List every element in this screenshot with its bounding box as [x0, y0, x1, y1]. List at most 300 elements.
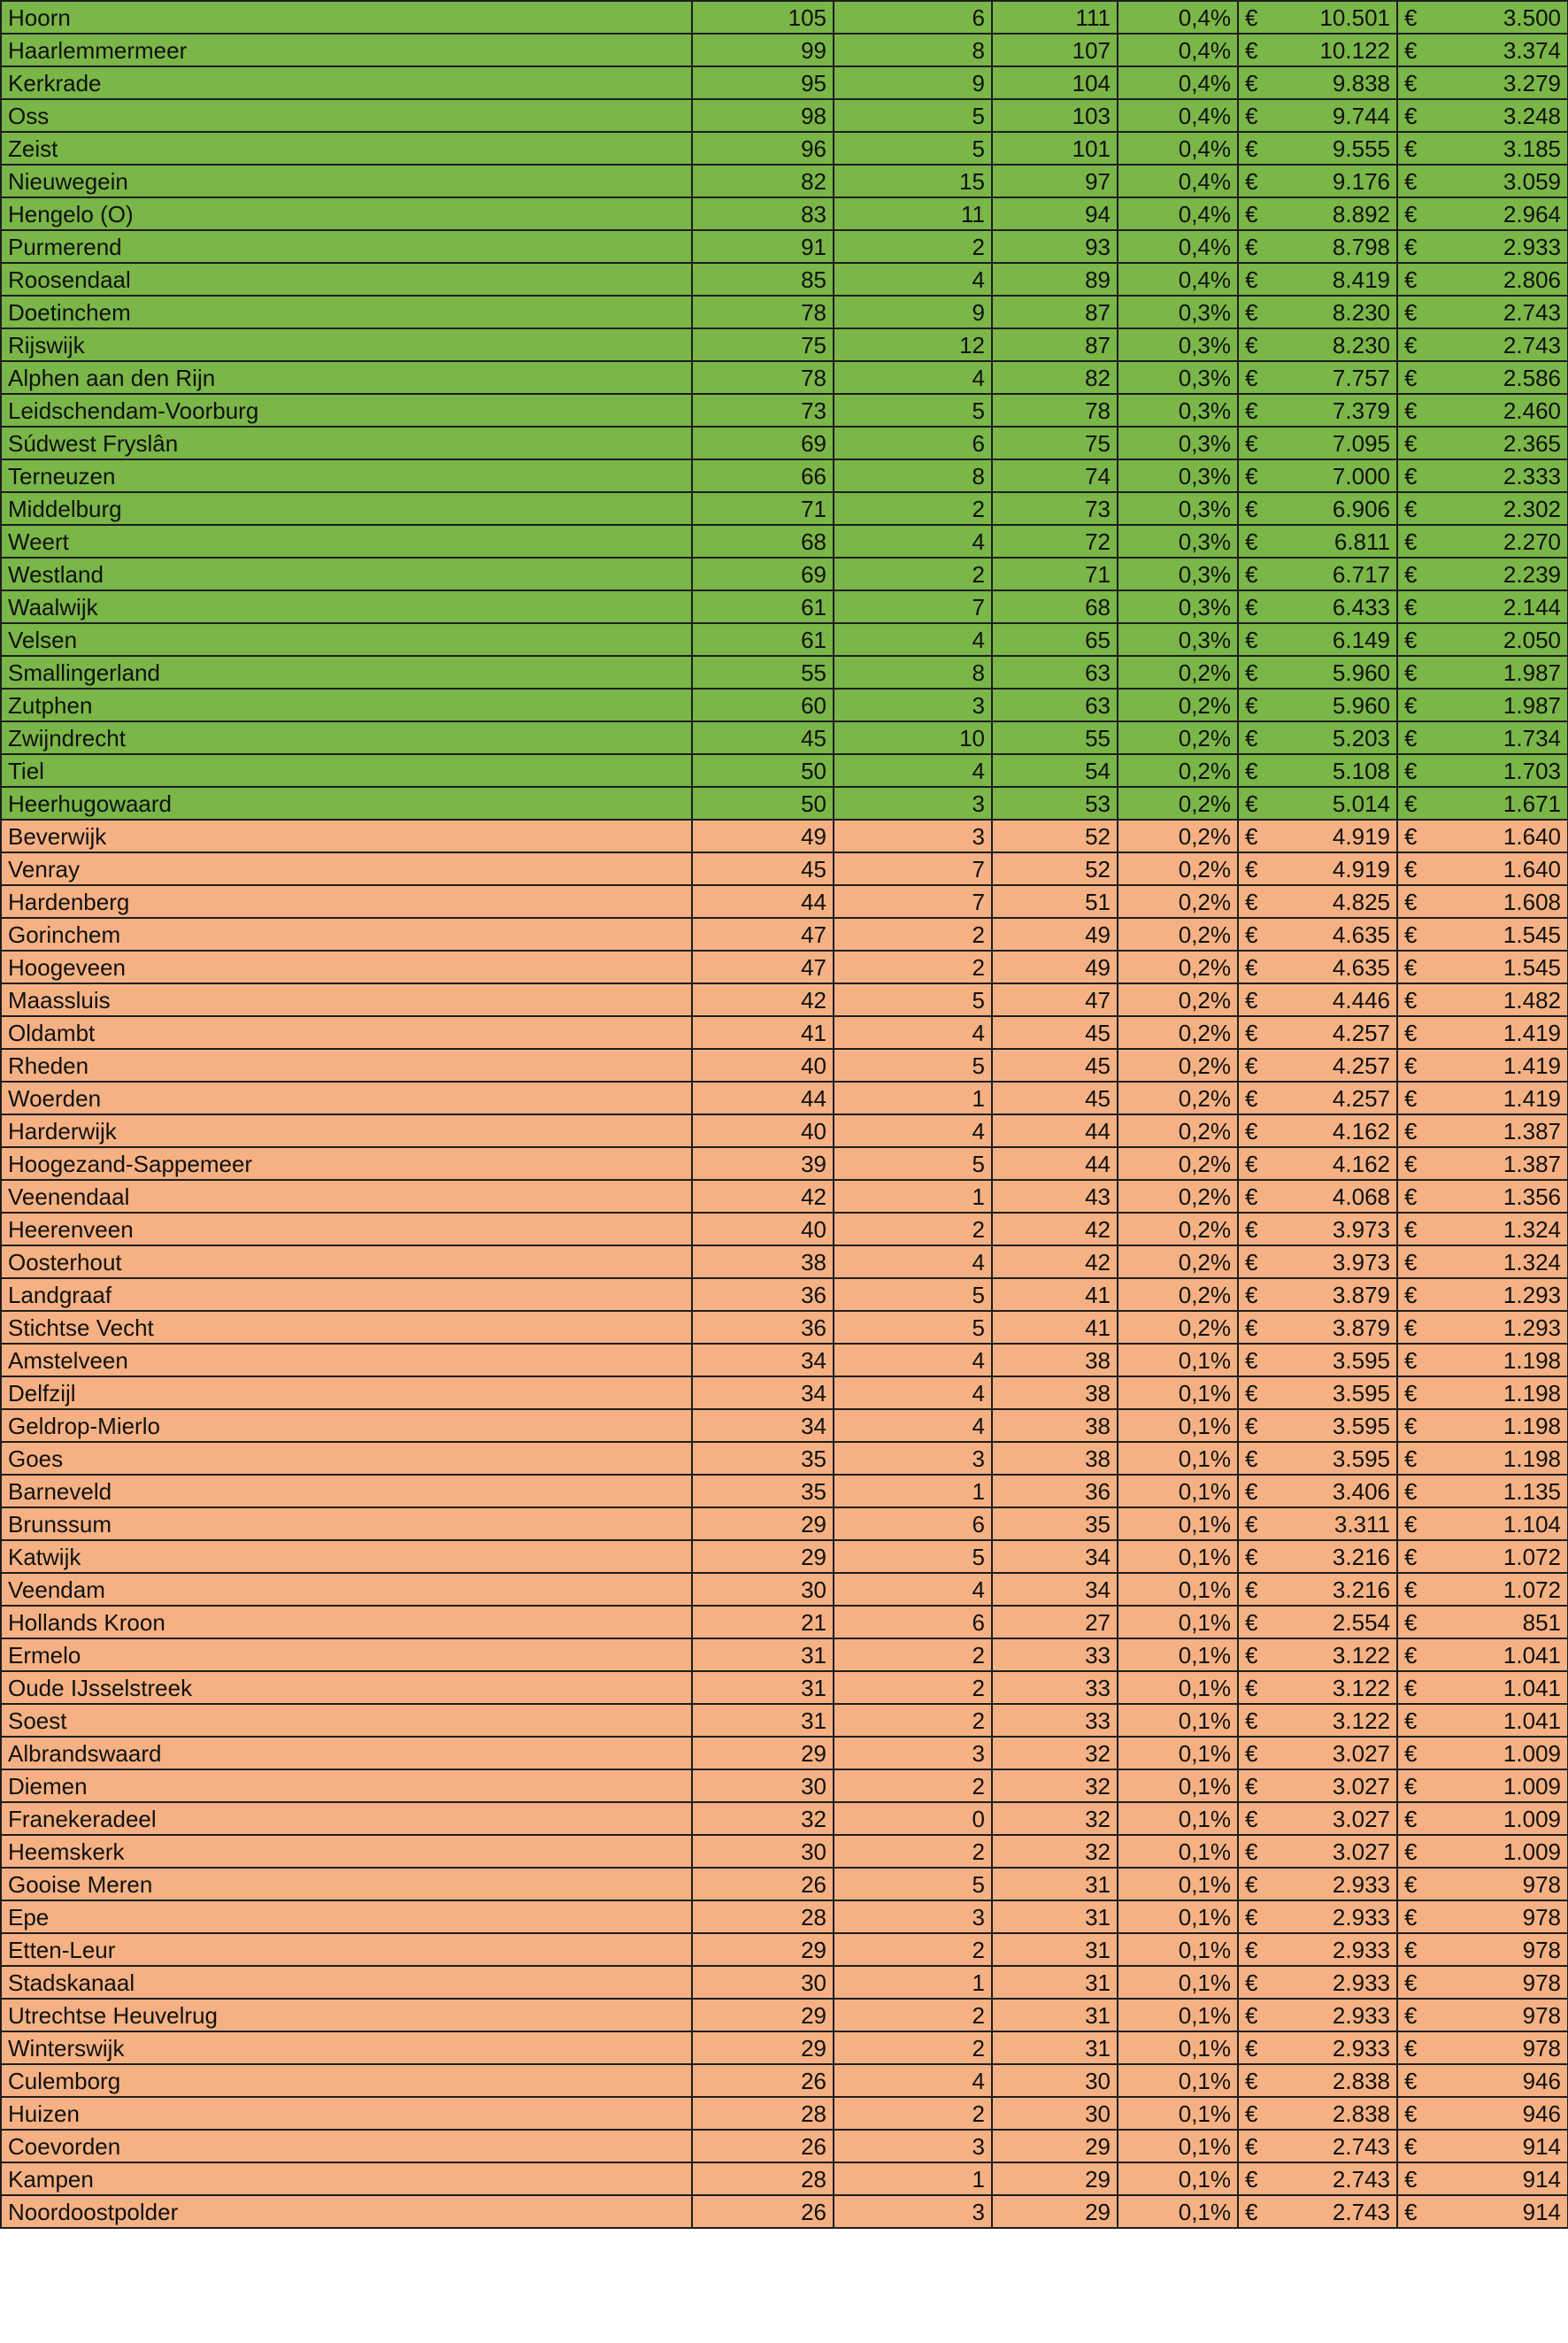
- amount-1: 3.595: [1277, 1376, 1397, 1409]
- percentage: 0,2%: [1118, 951, 1238, 983]
- amount-2: 914: [1436, 2162, 1568, 2195]
- table-row: [1, 1082, 1568, 1114]
- amount-1: 3.595: [1277, 1409, 1397, 1442]
- total-count: 41: [992, 1311, 1118, 1344]
- total-count: 52: [992, 820, 1118, 852]
- amount-2: 1.072: [1436, 1573, 1568, 1606]
- count-b: 5: [834, 132, 992, 165]
- count-b: 5: [834, 1868, 992, 1900]
- currency-symbol: €: [1397, 1278, 1436, 1311]
- count-b: 4: [834, 1573, 992, 1606]
- percentage: 0,2%: [1118, 1049, 1238, 1082]
- percentage: 0,4%: [1118, 197, 1238, 230]
- amount-1: 3.122: [1277, 1704, 1397, 1737]
- currency-symbol: €: [1397, 1507, 1436, 1540]
- currency-symbol: €: [1397, 951, 1436, 983]
- percentage: 0,2%: [1118, 820, 1238, 852]
- table-row: [1, 1213, 1568, 1245]
- amount-2: 1.482: [1436, 983, 1568, 1016]
- currency-symbol: €: [1397, 1016, 1436, 1049]
- municipality-name: Heerhugowaard: [1, 787, 692, 820]
- count-a: 36: [692, 1311, 834, 1344]
- count-b: 7: [834, 885, 992, 918]
- total-count: 31: [992, 1999, 1118, 2031]
- amount-1: 6.717: [1277, 558, 1397, 590]
- count-b: 5: [834, 99, 992, 132]
- amount-2: 1.671: [1436, 787, 1568, 820]
- total-count: 38: [992, 1409, 1118, 1442]
- amount-2: 946: [1436, 2097, 1568, 2130]
- amount-2: 978: [1436, 1999, 1568, 2031]
- currency-symbol: €: [1238, 1311, 1277, 1344]
- percentage: 0,1%: [1118, 1966, 1238, 1999]
- table-row: [1, 721, 1568, 754]
- count-b: 7: [834, 590, 992, 623]
- table-row: [1, 951, 1568, 983]
- count-b: 2: [834, 492, 992, 525]
- total-count: 44: [992, 1114, 1118, 1147]
- count-a: 45: [692, 852, 834, 885]
- count-a: 30: [692, 1835, 834, 1868]
- table-row: [1, 328, 1568, 361]
- table-row: [1, 1933, 1568, 1966]
- total-count: 29: [992, 2130, 1118, 2162]
- count-a: 68: [692, 525, 834, 558]
- amount-1: 3.595: [1277, 1442, 1397, 1475]
- currency-symbol: €: [1397, 1573, 1436, 1606]
- municipality-name: Hoogeveen: [1, 951, 692, 983]
- table-row: [1, 656, 1568, 689]
- total-count: 63: [992, 689, 1118, 721]
- amount-2: 978: [1436, 1868, 1568, 1900]
- amount-1: 6.433: [1277, 590, 1397, 623]
- count-b: 3: [834, 1442, 992, 1475]
- count-a: 26: [692, 2064, 834, 2097]
- count-b: 3: [834, 787, 992, 820]
- amount-2: 914: [1436, 2195, 1568, 2228]
- total-count: 89: [992, 263, 1118, 296]
- currency-symbol: €: [1397, 1180, 1436, 1213]
- count-a: 69: [692, 558, 834, 590]
- count-b: 2: [834, 558, 992, 590]
- municipality-name: Stichtse Vecht: [1, 1311, 692, 1344]
- total-count: 74: [992, 459, 1118, 492]
- municipality-name: Winterswijk: [1, 2031, 692, 2064]
- amount-2: 978: [1436, 1966, 1568, 1999]
- count-b: 4: [834, 623, 992, 656]
- percentage: 0,4%: [1118, 263, 1238, 296]
- amount-2: 2.586: [1436, 361, 1568, 394]
- currency-symbol: €: [1238, 1737, 1277, 1769]
- currency-symbol: €: [1238, 1802, 1277, 1835]
- percentage: 0,3%: [1118, 623, 1238, 656]
- percentage: 0,2%: [1118, 918, 1238, 951]
- amount-1: 4.825: [1277, 885, 1397, 918]
- percentage: 0,1%: [1118, 1999, 1238, 2031]
- table-row: [1, 689, 1568, 721]
- count-b: 12: [834, 328, 992, 361]
- amount-2: 1.009: [1436, 1835, 1568, 1868]
- amount-1: 4.635: [1277, 951, 1397, 983]
- table-row: [1, 1737, 1568, 1769]
- total-count: 49: [992, 918, 1118, 951]
- amount-1: 2.743: [1277, 2195, 1397, 2228]
- amount-1: 5.960: [1277, 656, 1397, 689]
- count-b: 4: [834, 1114, 992, 1147]
- municipality-name: Westland: [1, 558, 692, 590]
- currency-symbol: €: [1238, 1213, 1277, 1245]
- count-b: 3: [834, 689, 992, 721]
- count-a: 34: [692, 1344, 834, 1376]
- amount-1: 4.446: [1277, 983, 1397, 1016]
- currency-symbol: €: [1397, 1475, 1436, 1507]
- currency-symbol: €: [1397, 361, 1436, 394]
- count-a: 42: [692, 983, 834, 1016]
- amount-1: 10.122: [1277, 34, 1397, 66]
- amount-1: 3.879: [1277, 1311, 1397, 1344]
- municipality-name: Geldrop-Mierlo: [1, 1409, 692, 1442]
- amount-2: 2.743: [1436, 328, 1568, 361]
- municipality-name: Weert: [1, 525, 692, 558]
- amount-2: 1.198: [1436, 1344, 1568, 1376]
- currency-symbol: €: [1397, 852, 1436, 885]
- amount-1: 3.216: [1277, 1573, 1397, 1606]
- percentage: 0,1%: [1118, 1769, 1238, 1802]
- total-count: 63: [992, 656, 1118, 689]
- amount-2: 3.279: [1436, 66, 1568, 99]
- table-row: [1, 197, 1568, 230]
- count-a: 34: [692, 1376, 834, 1409]
- table-row: [1, 918, 1568, 951]
- table-row: [1, 361, 1568, 394]
- count-b: 5: [834, 394, 992, 427]
- count-b: 8: [834, 656, 992, 689]
- table-row: [1, 1802, 1568, 1835]
- amount-2: 978: [1436, 2031, 1568, 2064]
- currency-symbol: €: [1238, 1442, 1277, 1475]
- percentage: 0,2%: [1118, 1016, 1238, 1049]
- count-b: 8: [834, 459, 992, 492]
- count-a: 69: [692, 427, 834, 459]
- table-row: [1, 1573, 1568, 1606]
- municipality-name: Doetinchem: [1, 296, 692, 328]
- currency-symbol: €: [1397, 394, 1436, 427]
- currency-symbol: €: [1238, 361, 1277, 394]
- currency-symbol: €: [1397, 1638, 1436, 1671]
- total-count: 71: [992, 558, 1118, 590]
- amount-1: 4.919: [1277, 852, 1397, 885]
- municipality-name: Veenendaal: [1, 1180, 692, 1213]
- percentage: 0,3%: [1118, 394, 1238, 427]
- count-a: 82: [692, 165, 834, 197]
- currency-symbol: €: [1397, 66, 1436, 99]
- municipality-name: Albrandswaard: [1, 1737, 692, 1769]
- table-row: [1, 66, 1568, 99]
- table-row: [1, 1507, 1568, 1540]
- amount-1: 4.162: [1277, 1147, 1397, 1180]
- currency-symbol: €: [1238, 1540, 1277, 1573]
- count-a: 105: [692, 1, 834, 34]
- table-row: [1, 165, 1568, 197]
- percentage: 0,3%: [1118, 558, 1238, 590]
- percentage: 0,3%: [1118, 590, 1238, 623]
- percentage: 0,3%: [1118, 328, 1238, 361]
- currency-symbol: €: [1238, 2162, 1277, 2195]
- currency-symbol: €: [1238, 1507, 1277, 1540]
- count-a: 31: [692, 1704, 834, 1737]
- amount-1: 7.000: [1277, 459, 1397, 492]
- count-b: 1: [834, 1966, 992, 1999]
- table-row: [1, 1475, 1568, 1507]
- currency-symbol: €: [1397, 1114, 1436, 1147]
- count-a: 78: [692, 361, 834, 394]
- count-a: 28: [692, 2097, 834, 2130]
- amount-2: 1.387: [1436, 1114, 1568, 1147]
- count-b: 3: [834, 1900, 992, 1933]
- count-b: 5: [834, 1049, 992, 1082]
- table-row: [1, 754, 1568, 787]
- count-b: 2: [834, 1999, 992, 2031]
- table-row: [1, 459, 1568, 492]
- currency-symbol: €: [1397, 1049, 1436, 1082]
- municipality-name: Purmerend: [1, 230, 692, 263]
- count-b: 5: [834, 983, 992, 1016]
- count-b: 1: [834, 1082, 992, 1114]
- currency-symbol: €: [1238, 689, 1277, 721]
- amount-2: 978: [1436, 1900, 1568, 1933]
- municipality-name: Waalwijk: [1, 590, 692, 623]
- count-b: 1: [834, 1475, 992, 1507]
- municipality-name: Roosendaal: [1, 263, 692, 296]
- count-b: 1: [834, 1180, 992, 1213]
- currency-symbol: €: [1397, 296, 1436, 328]
- total-count: 38: [992, 1376, 1118, 1409]
- percentage: 0,4%: [1118, 230, 1238, 263]
- municipality-name: Oldambt: [1, 1016, 692, 1049]
- municipality-name: Gorinchem: [1, 918, 692, 951]
- total-count: 51: [992, 885, 1118, 918]
- percentage: 0,4%: [1118, 99, 1238, 132]
- total-count: 103: [992, 99, 1118, 132]
- count-a: 73: [692, 394, 834, 427]
- currency-symbol: €: [1238, 66, 1277, 99]
- municipality-name: Etten-Leur: [1, 1933, 692, 1966]
- total-count: 87: [992, 328, 1118, 361]
- table-row: [1, 1311, 1568, 1344]
- currency-symbol: €: [1397, 1999, 1436, 2031]
- currency-symbol: €: [1397, 2031, 1436, 2064]
- table-row: [1, 1016, 1568, 1049]
- count-b: 7: [834, 852, 992, 885]
- total-count: 34: [992, 1540, 1118, 1573]
- municipality-name: Haarlemmermeer: [1, 34, 692, 66]
- amount-1: 3.406: [1277, 1475, 1397, 1507]
- currency-symbol: €: [1397, 983, 1436, 1016]
- currency-symbol: €: [1238, 459, 1277, 492]
- count-b: 4: [834, 361, 992, 394]
- percentage: 0,2%: [1118, 721, 1238, 754]
- count-b: 2: [834, 1671, 992, 1704]
- table-row: [1, 230, 1568, 263]
- currency-symbol: €: [1238, 296, 1277, 328]
- table-row: [1, 983, 1568, 1016]
- count-a: 47: [692, 951, 834, 983]
- currency-symbol: €: [1238, 1475, 1277, 1507]
- municipality-name: Soest: [1, 1704, 692, 1737]
- count-a: 28: [692, 1900, 834, 1933]
- percentage: 0,2%: [1118, 983, 1238, 1016]
- count-b: 2: [834, 918, 992, 951]
- amount-1: 2.838: [1277, 2097, 1397, 2130]
- percentage: 0,3%: [1118, 459, 1238, 492]
- amount-2: 1.419: [1436, 1049, 1568, 1082]
- total-count: 30: [992, 2064, 1118, 2097]
- currency-symbol: €: [1238, 263, 1277, 296]
- percentage: 0,2%: [1118, 689, 1238, 721]
- municipality-name: Barneveld: [1, 1475, 692, 1507]
- currency-symbol: €: [1397, 263, 1436, 296]
- percentage: 0,1%: [1118, 1868, 1238, 1900]
- amount-2: 1.608: [1436, 885, 1568, 918]
- count-b: 4: [834, 263, 992, 296]
- amount-1: 9.838: [1277, 66, 1397, 99]
- count-a: 38: [692, 1245, 834, 1278]
- count-a: 39: [692, 1147, 834, 1180]
- total-count: 45: [992, 1082, 1118, 1114]
- total-count: 73: [992, 492, 1118, 525]
- amount-1: 3.027: [1277, 1802, 1397, 1835]
- count-a: 78: [692, 296, 834, 328]
- municipality-name: Heemskerk: [1, 1835, 692, 1868]
- currency-symbol: €: [1238, 1966, 1277, 1999]
- currency-symbol: €: [1238, 983, 1277, 1016]
- table-row: [1, 1638, 1568, 1671]
- percentage: 0,1%: [1118, 2031, 1238, 2064]
- currency-symbol: €: [1238, 1409, 1277, 1442]
- municipality-name: Middelburg: [1, 492, 692, 525]
- amount-1: 5.014: [1277, 787, 1397, 820]
- municipality-name: Delfzijl: [1, 1376, 692, 1409]
- count-b: 6: [834, 427, 992, 459]
- municipality-name: Tiel: [1, 754, 692, 787]
- municipality-name: Noordoostpolder: [1, 2195, 692, 2228]
- count-a: 31: [692, 1638, 834, 1671]
- count-b: 5: [834, 1278, 992, 1311]
- percentage: 0,1%: [1118, 1475, 1238, 1507]
- currency-symbol: €: [1238, 1671, 1277, 1704]
- amount-2: 851: [1436, 1606, 1568, 1638]
- currency-symbol: €: [1238, 525, 1277, 558]
- amount-2: 1.356: [1436, 1180, 1568, 1213]
- currency-symbol: €: [1397, 1245, 1436, 1278]
- currency-symbol: €: [1397, 918, 1436, 951]
- amount-1: 4.257: [1277, 1082, 1397, 1114]
- amount-1: 7.095: [1277, 427, 1397, 459]
- currency-symbol: €: [1397, 754, 1436, 787]
- amount-2: 914: [1436, 2130, 1568, 2162]
- percentage: 0,1%: [1118, 1507, 1238, 1540]
- total-count: 82: [992, 361, 1118, 394]
- count-b: 6: [834, 1, 992, 34]
- amount-1: 2.933: [1277, 2031, 1397, 2064]
- municipality-name: Harderwijk: [1, 1114, 692, 1147]
- table-row: [1, 2162, 1568, 2195]
- count-a: 75: [692, 328, 834, 361]
- amount-2: 1.703: [1436, 754, 1568, 787]
- table-row: [1, 1442, 1568, 1475]
- amount-1: 3.973: [1277, 1245, 1397, 1278]
- table-row: [1, 1835, 1568, 1868]
- municipality-name: Smallingerland: [1, 656, 692, 689]
- municipality-name: Woerden: [1, 1082, 692, 1114]
- percentage: 0,3%: [1118, 492, 1238, 525]
- percentage: 0,2%: [1118, 1278, 1238, 1311]
- currency-symbol: €: [1238, 1900, 1277, 1933]
- municipality-name: Hoorn: [1, 1, 692, 34]
- amount-2: 2.302: [1436, 492, 1568, 525]
- currency-symbol: €: [1238, 721, 1277, 754]
- table-row: [1, 1966, 1568, 1999]
- table-row: [1, 1376, 1568, 1409]
- currency-symbol: €: [1238, 558, 1277, 590]
- amount-2: 1.104: [1436, 1507, 1568, 1540]
- percentage: 0,4%: [1118, 66, 1238, 99]
- percentage: 0,2%: [1118, 1082, 1238, 1114]
- count-a: 40: [692, 1213, 834, 1245]
- currency-symbol: €: [1238, 99, 1277, 132]
- count-a: 40: [692, 1049, 834, 1082]
- count-b: 4: [834, 1245, 992, 1278]
- currency-symbol: €: [1238, 1769, 1277, 1802]
- currency-symbol: €: [1238, 1344, 1277, 1376]
- currency-symbol: €: [1397, 689, 1436, 721]
- amount-1: 4.068: [1277, 1180, 1397, 1213]
- amount-2: 1.009: [1436, 1802, 1568, 1835]
- table-row: [1, 1409, 1568, 1442]
- amount-1: 3.595: [1277, 1344, 1397, 1376]
- count-b: 4: [834, 2064, 992, 2097]
- currency-symbol: €: [1397, 1, 1436, 34]
- table-row: [1, 2195, 1568, 2228]
- total-count: 45: [992, 1016, 1118, 1049]
- percentage: 0,1%: [1118, 1704, 1238, 1737]
- table-row: [1, 1278, 1568, 1311]
- currency-symbol: €: [1397, 34, 1436, 66]
- table-row: [1, 34, 1568, 66]
- count-b: 6: [834, 1606, 992, 1638]
- amount-2: 978: [1436, 1933, 1568, 1966]
- municipality-name: Amstelveen: [1, 1344, 692, 1376]
- amount-2: 1.987: [1436, 689, 1568, 721]
- percentage: 0,1%: [1118, 1409, 1238, 1442]
- amount-1: 3.879: [1277, 1278, 1397, 1311]
- currency-symbol: €: [1397, 1606, 1436, 1638]
- total-count: 29: [992, 2195, 1118, 2228]
- currency-symbol: €: [1397, 623, 1436, 656]
- amount-2: 1.293: [1436, 1311, 1568, 1344]
- total-count: 30: [992, 2097, 1118, 2130]
- total-count: 93: [992, 230, 1118, 263]
- table-row: [1, 2130, 1568, 2162]
- count-a: 30: [692, 1769, 834, 1802]
- amount-1: 6.811: [1277, 525, 1397, 558]
- total-count: 104: [992, 66, 1118, 99]
- count-b: 2: [834, 230, 992, 263]
- currency-symbol: €: [1397, 197, 1436, 230]
- currency-symbol: €: [1238, 230, 1277, 263]
- currency-symbol: €: [1397, 1835, 1436, 1868]
- municipality-name: Diemen: [1, 1769, 692, 1802]
